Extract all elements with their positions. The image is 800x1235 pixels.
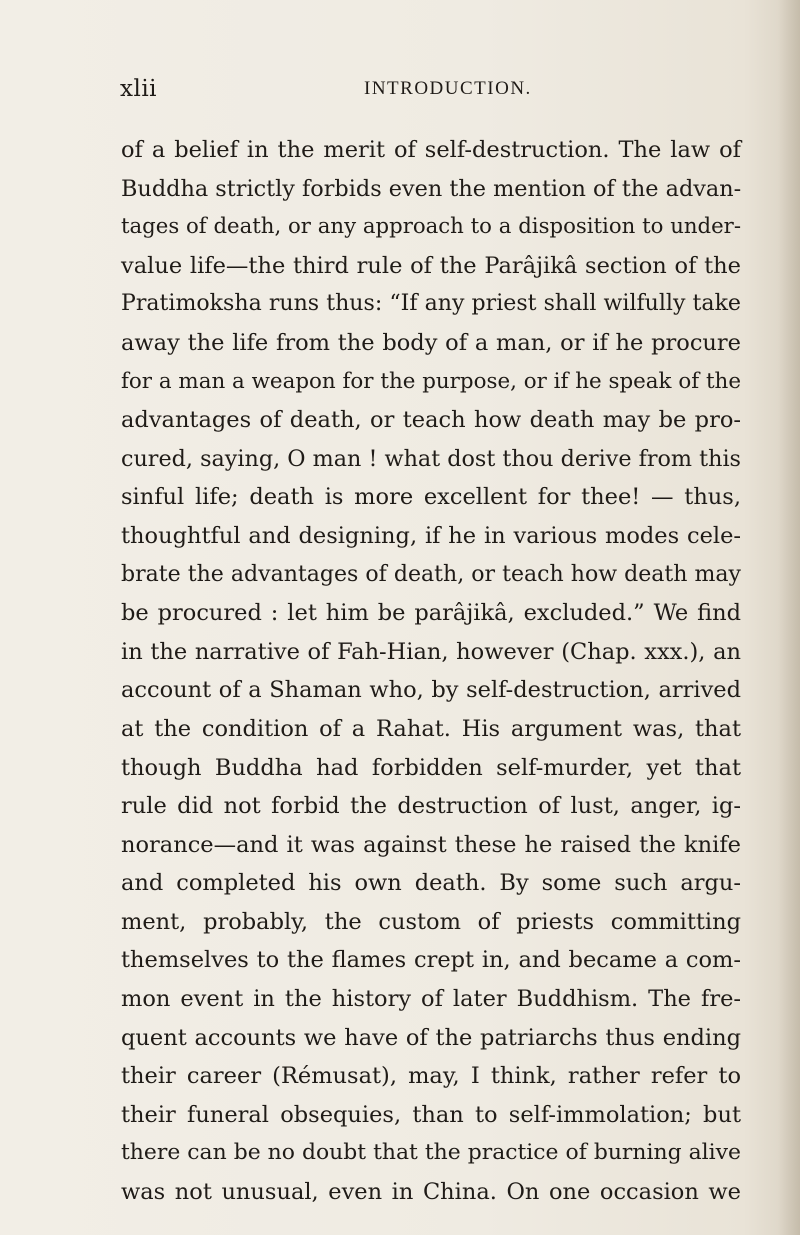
body-text	[121, 131, 741, 1212]
text-line: though Buddha had forbidden self-murder, yet that	[121, 754, 741, 781]
text-line: their career (Rémusat), may, I think, rather refer to	[121, 1063, 741, 1090]
text-line: account of a Shaman who, by self-destruction, arrived	[121, 677, 741, 704]
text-line: thoughtful and designing, if he in various modes cele-	[121, 522, 741, 549]
text-line: mon event in the history of later Buddhism. The fre-	[121, 986, 741, 1013]
text-line: value life—the third rule of the Parâjikâ section of the	[121, 252, 741, 279]
text-line: away the life from the body of a man, or if he procure	[121, 329, 741, 356]
text-line: their funeral obsequies, than to self-immolation; but	[121, 1101, 741, 1128]
text-line: there can be no doubt that the practice of burning alive	[121, 1140, 741, 1166]
text-line: be procured : let him be parâjikâ, excluded.” We find	[121, 600, 741, 627]
text-line: and completed his own death. By some such argu-	[121, 870, 741, 897]
page-edge-shadow	[778, 0, 800, 1235]
text-line: advantages of death, or teach how death may be pro-	[121, 407, 741, 434]
text-line: Pratimoksha runs thus: “If any priest shall wilfully take	[121, 291, 741, 317]
text-line: brate the advantages of death, or teach how death may	[121, 561, 741, 587]
text-line: in the narrative of Fah-Hian, however (Chap. xxx.), an	[121, 638, 741, 665]
running-head: INTRODUCTION.	[364, 78, 532, 99]
text-line: rule did not forbid the destruction of lust, anger, ig-	[121, 793, 741, 820]
text-line: Buddha strictly forbids even the mention of the advan-	[121, 175, 742, 202]
text-line: of a belief in the merit of self-destruction. The law of	[121, 137, 741, 163]
text-line: sinful life; death is more excellent for thee! — thus,	[121, 484, 741, 511]
text-line: at the condition of a Rahat. His argument was, that	[121, 715, 741, 742]
page-header	[120, 76, 720, 106]
text-line: tages of death, or any approach to a disposition to under-	[121, 214, 741, 240]
text-line: ment, probably, the custom of priests committing	[121, 908, 741, 935]
text-line: for a man a weapon for the purpose, or if he speak of the	[121, 368, 741, 394]
text-line: was not unusual, even in China. On one occasion we	[121, 1179, 741, 1206]
text-line: quent accounts we have of the patriarchs thus ending	[121, 1024, 741, 1051]
text-line: cured, saying, O man ! what dost thou derive from this	[121, 445, 741, 472]
text-line: norance—and it was against these he raised the knife	[121, 831, 741, 858]
text-line: themselves to the flames crept in, and became a com-	[121, 947, 741, 974]
page-number: xlii	[120, 76, 158, 102]
